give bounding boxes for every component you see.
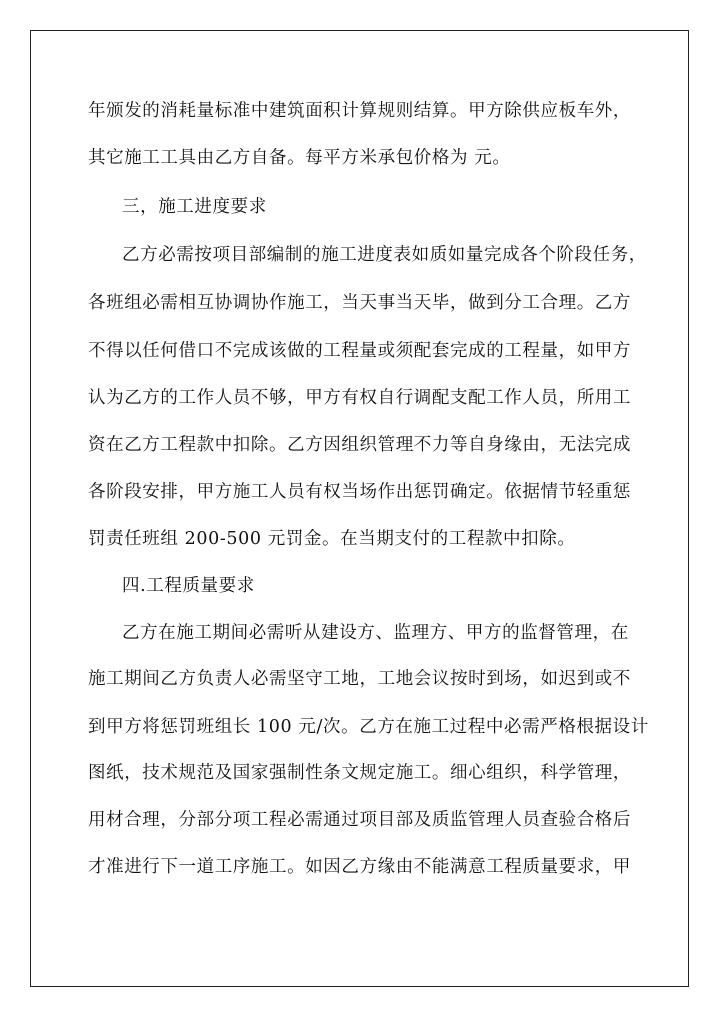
body-text-line: 各班组必需相互协调协作施工，当天事当天毕，做到分工合理。乙方 xyxy=(88,293,631,313)
page-border xyxy=(30,30,689,987)
body-text-line: 各阶段安排，甲方施工人员有权当场作出惩罚确定。依据情节轻重惩 xyxy=(88,482,631,502)
body-text-line: 认为乙方的工作人员不够，甲方有权自行调配支配工作人员，所用工 xyxy=(88,388,631,408)
body-text-line: 其它施工工具由乙方自备。每平方米承包价格为 元。 xyxy=(88,148,511,168)
body-text-line: 才准进行下一道工序施工。如因乙方缘由不能满意工程质量要求，甲 xyxy=(88,857,631,877)
body-text-line: 到甲方将惩罚班组长 100 元/次。乙方在施工过程中必需严格根据设计 xyxy=(88,717,649,737)
body-text-line: 年颁发的消耗量标准中建筑面积计算规则结算。甲方除供应板车外， xyxy=(88,101,631,121)
body-text-line: 乙方在施工期间必需听从建设方、监理方、甲方的监督管理，在 xyxy=(122,623,629,643)
body-text-line: 图纸，技术规范及国家强制性条文规定施工。细心组织，科学管理， xyxy=(88,763,631,783)
section-heading-quality: 四.工程质量要求 xyxy=(122,576,255,596)
body-text-line: 乙方必需按项目部编制的施工进度表如质如量完成各个阶段任务， xyxy=(122,245,647,265)
body-text-line: 不得以任何借口不完成该做的工程量或须配套完成的工程量，如甲方 xyxy=(88,341,631,361)
body-text-line: 资在乙方工程款中扣除。乙方因组织管理不力等自身缘由，无法完成 xyxy=(88,435,631,455)
body-text-line: 施工期间乙方负责人必需坚守工地，工地会议按时到场，如迟到或不 xyxy=(88,669,631,689)
body-text-line: 罚责任班组 200-500 元罚金。在当期支付的工程款中扣除。 xyxy=(88,529,576,549)
body-text-line: 用材合理，分部分项工程必需通过项目部及质监管理人员查验合格后 xyxy=(88,810,631,830)
section-heading-schedule: 三，施工进度要求 xyxy=(122,197,267,217)
